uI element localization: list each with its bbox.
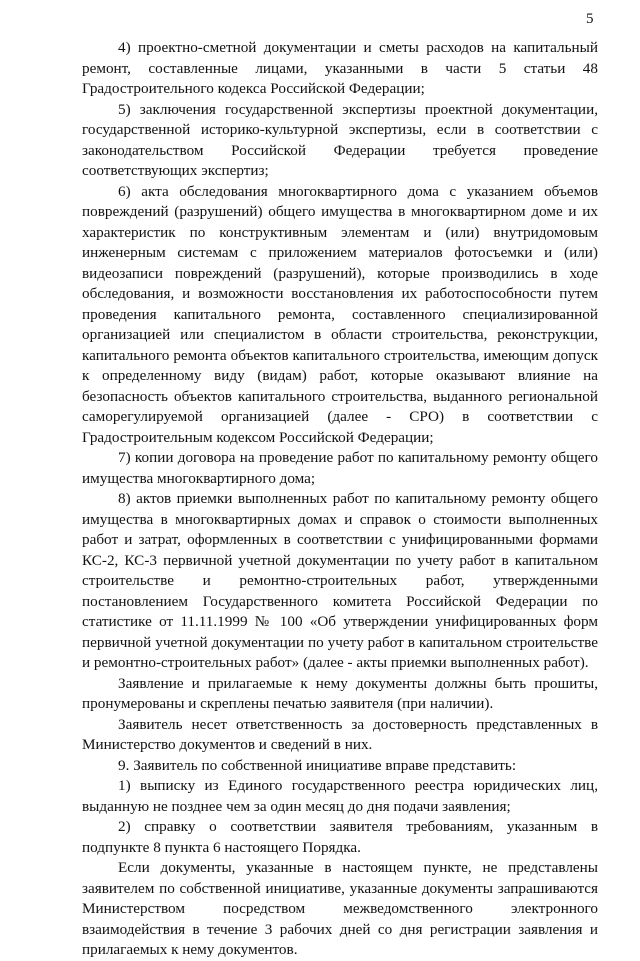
document-body <box>82 38 598 961</box>
page-number: 5 <box>586 11 594 27</box>
paragraph-section-9-item-1: 1) выписку из Единого государственного реестра юридических лиц, выданную не позднее чем за один месяц до дня подачи заявления; <box>82 777 598 815</box>
paragraph-binding-requirement: Заявление и прилагаемые к нему документы должны быть прошиты, пронумерованы и скреплены печатью заявителя (при наличии). <box>82 674 598 712</box>
paragraph-item-6: 6) акта обследования многоквартирного дома с указанием объемов повреждений (разрушений) общего имущества в многоквартирном доме и их характеристик по конструктивным элементам и (или) внутридомовым инженерным системам с приложением материалов фотосъемки и (или) видеозаписи повреждений (разрушений), которые производились в ходе обследования, и возможности восстановления их работоспособности путем проведения капитального ремонта, составленного специализированной организацией или специалистом в области строительства, реконструкции, капитального ремонта объектов капитального строительства, имеющим допуск к определенному виду (видам) работ, которые оказывают влияние на безопасность объектов капитального строительства, выданного региональной саморегулируемой организацией (далее - СРО) в соответствии с Градостроительным кодексом Российской Федерации; <box>82 182 598 446</box>
paragraph-item-4: 4) проектно-сметной документации и сметы расходов на капитальный ремонт, составленные лицами, указанными в части 5 статьи 48 Градостроительного кодекса Российской Федерации; <box>82 39 598 97</box>
paragraph-section-9: 9. Заявитель по собственной инициативе вправе представить: <box>118 756 517 774</box>
paragraph-item-7: 7) копии договора на проведение работ по капитальному ремонту общего имущества многоквартирного дома; <box>82 449 598 487</box>
paragraph-request-procedure: Если документы, указанные в настоящем пункте, не представлены заявителем по собственной инициативе, указанные документы запрашиваются Министерством посредством межведомственного электронного взаимодействия в течение 3 рабочих дней со дня регистрации заявления и прилагаемых к нему документов. <box>82 859 598 958</box>
paragraph-section-9-item-2: 2) справку о соответствии заявителя требованиям, указанным в подпункте 8 пункта 6 настоящего Порядка. <box>82 818 598 856</box>
paragraph-item-8: 8) актов приемки выполненных работ по капитальному ремонту общего имущества в многоквартирных домах и справок о стоимости выполненных работ и затрат, оформленных в соответствии с унифицированными формами КС-2, КС-3 первичной учетной документации по учету работ в капитальном строительстве и ремонтно-строительных работ, утвержденными постановлением Государственного комитета Российской Федерации по статистике от 11.11.1999 № 100 «Об утверждении унифицированных форм первичной учетной документации по учету работ в капитальном строительстве и ремонтно-строительных работ» (далее - акты приемки выполненных работ). <box>82 490 598 671</box>
paragraph-responsibility: Заявитель несет ответственность за достоверность представленных в Министерство документов и сведений в них. <box>82 715 598 753</box>
paragraph-item-5: 5) заключения государственной экспертизы проектной документации, государственной историко-культурной экспертизы, если в соответствии с законодательством Российской Федерации требуется проведение соответствующих экспертиз; <box>82 100 598 179</box>
